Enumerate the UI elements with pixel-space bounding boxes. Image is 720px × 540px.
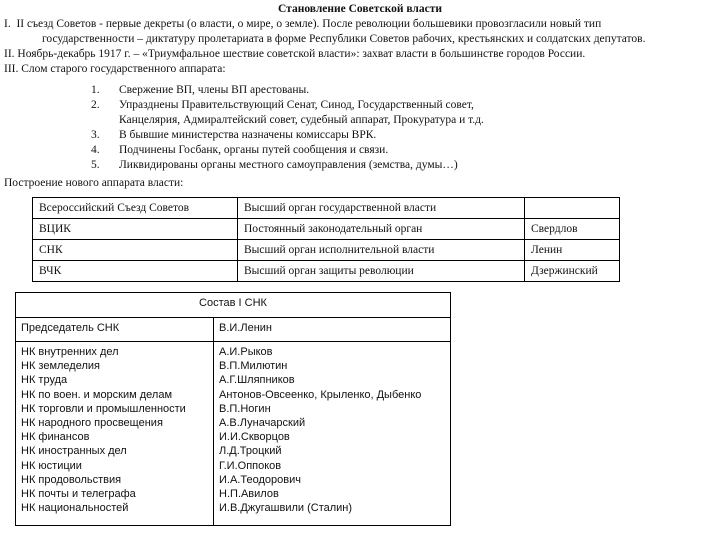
posts-cell xyxy=(16,342,214,526)
commissar: И.И.Скворцов xyxy=(219,431,290,444)
commissar: Г.И.Оппоков xyxy=(219,459,282,472)
commissariat: НК торговли и промышленности xyxy=(21,402,186,415)
organ-role: Высший орган защиты революции xyxy=(238,261,525,282)
list-number: 4. xyxy=(91,144,100,156)
table-row xyxy=(33,240,620,261)
table-row xyxy=(33,261,620,282)
section-text: Ноябрь-декабрь 1917 г. – «Триумфальное шествие советской власти»: захват власти в большинстве городов России. xyxy=(17,48,586,60)
commissar: Антонов-Овсеенко, Крыленко, Дыбенко xyxy=(219,388,422,401)
commissar: А.В.Луначарский xyxy=(219,417,306,430)
list-item: Подчинены Госбанк, органы путей сообщения и связи. xyxy=(119,144,389,156)
section-number: III. xyxy=(4,63,19,75)
list-item-continuation: Канцелярия, Адмиралтейский совет, судебный аппарат, Прокуратура и т.д. xyxy=(119,114,484,126)
organ-name: ВЦИК xyxy=(33,219,238,240)
table-row xyxy=(33,198,620,219)
section-text: II съезд Советов - первые декреты (о власти, о мире, о земле). После революции большевики провозгласили новый тип xyxy=(16,18,602,30)
section-2 xyxy=(4,48,585,60)
list-number: 3. xyxy=(91,129,100,141)
organ-head xyxy=(525,198,620,219)
commissar: Л.Д.Троцкий xyxy=(219,445,282,458)
commissar: И.В.Джугашвили (Сталин) xyxy=(219,502,353,515)
commissariat: НК народного просвещения xyxy=(21,417,163,430)
commissar: А.Г.Шляпников xyxy=(219,374,295,387)
commissariat: НК труда xyxy=(21,374,68,387)
section-3 xyxy=(4,63,226,75)
organ-head: Свердлов xyxy=(525,219,620,240)
list-item: Упразднены Правительствующий Сенат, Синод, Государственный совет, xyxy=(119,99,474,111)
commissar: А.И.Рыков xyxy=(219,346,273,358)
chair-name: В.И.Ленин xyxy=(214,318,451,342)
list-number: 1. xyxy=(91,84,100,96)
people-cell xyxy=(214,342,451,526)
document-title: Становление Советской власти xyxy=(278,3,442,15)
commissariat: НК иностранных дел xyxy=(21,445,127,458)
list-number: 5. xyxy=(91,159,100,171)
list-item: Свержение ВП, члены ВП арестованы. xyxy=(119,84,310,96)
commissariat: НК продовольствия xyxy=(21,473,122,486)
table-row xyxy=(33,219,620,240)
list-item: Ликвидированы органы местного самоуправления (земства, думы…) xyxy=(119,159,458,171)
chair-label: Председатель СНК xyxy=(16,318,214,342)
organ-role: Высший орган государственной власти xyxy=(238,198,525,219)
commissariat: НК по воен. и морским делам xyxy=(21,388,173,401)
snk-header: Состав I СНК xyxy=(16,293,451,318)
section-1-continuation: государственности – диктатуру пролетариата в форме Республики Советов рабочих, крестьянских и солдатских депутатов. xyxy=(42,33,646,45)
commissariat: НК земледелия xyxy=(21,360,100,373)
organ-head: Ленин xyxy=(525,240,620,261)
new-apparatus-label: Построение нового аппарата власти: xyxy=(4,177,184,189)
section-number: II. xyxy=(4,48,15,60)
list-item: В бывшие министерства назначены комиссары ВРК. xyxy=(119,129,377,141)
commissariat: НК национальностей xyxy=(21,502,129,515)
commissar: В.П.Ногин xyxy=(219,402,271,415)
organ-role: Постоянный законодательный орган xyxy=(238,219,525,240)
organ-name: ВЧК xyxy=(33,261,238,282)
commissariat: НК внутренних дел xyxy=(21,346,119,358)
organs-table xyxy=(32,197,620,282)
organ-role: Высший орган исполнительной власти xyxy=(238,240,525,261)
commissariat: НК финансов xyxy=(21,431,90,444)
organ-name: СНК xyxy=(33,240,238,261)
organ-name: Всероссийский Съезд Советов xyxy=(33,198,238,219)
section-1 xyxy=(4,18,601,30)
section-text: Слом старого государственного аппарата: xyxy=(21,63,226,75)
commissar: Н.П.Авилов xyxy=(219,488,279,501)
list-number: 2. xyxy=(91,99,100,111)
commissar: В.П.Милютин xyxy=(219,360,288,373)
commissariat: НК почты и телеграфа xyxy=(21,488,136,501)
organ-head: Дзержинский xyxy=(525,261,620,282)
snk-table xyxy=(15,292,451,526)
commissar: И.А.Теодорович xyxy=(219,473,301,486)
section-number: I. xyxy=(4,18,11,30)
commissariat: НК юстиции xyxy=(21,459,82,472)
